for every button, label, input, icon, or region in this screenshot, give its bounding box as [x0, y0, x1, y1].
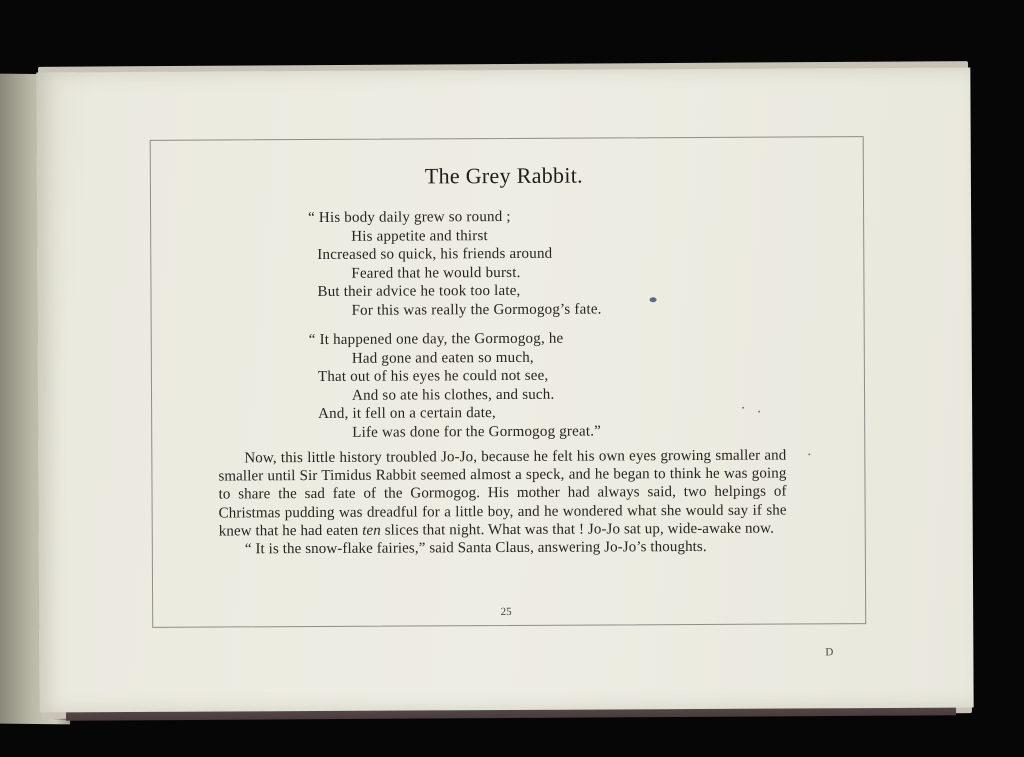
- poem-line: Had gone and eaten so much,: [351, 349, 534, 367]
- poem-line: But their advice he took too late,: [317, 283, 521, 301]
- prose-paragraph-2: “ It is the snow-flake fairies,” said Santa Claus, answering Jo-Jo’s thoughts.: [244, 538, 707, 558]
- poem-line: His appetite and thirst: [351, 227, 488, 245]
- prose-paragraph-1-part-b: slices that night. What was that ! Jo-Jo sat up, wide-awake now.: [380, 520, 775, 539]
- poem-stanza-2: [308, 329, 602, 442]
- signature-mark: D: [825, 646, 834, 659]
- paper-speck: [742, 407, 744, 409]
- page-number: 25: [500, 605, 512, 619]
- prose-text: [218, 447, 787, 559]
- poem-line: That out of his eyes he could not see,: [317, 367, 549, 386]
- poem-line: “ His body daily grew so round ;: [308, 208, 511, 227]
- prose-paragraph-1: [218, 447, 786, 541]
- poem-line: Increased so quick, his friends around: [317, 245, 553, 264]
- paper-speck: [808, 453, 810, 455]
- poem-stanza-1: [308, 207, 602, 320]
- prose-italic-word: ten: [362, 522, 381, 539]
- poem-line: “ It happened one day, the Gormogog, he: [308, 330, 564, 349]
- chapter-title: The Grey Rabbit.: [424, 162, 584, 189]
- poem-line: Life was done for the Gormogog great.”: [352, 423, 602, 441]
- poem-line: And so ate his clothes, and such.: [351, 386, 555, 404]
- ink-spot: [650, 297, 657, 302]
- poem-line: For this was really the Gormogog’s fate.: [351, 301, 602, 319]
- book-page: [36, 68, 973, 713]
- prose-paragraph-1-part-a: Now, this little history troubled Jo-Jo, because he felt his own eyes growing smaller and smaller until Sir Timidus Rabbit seemed almost a speck, and he began to think he was going to share the sad fate of the Gormogog. His mother had always said, two helpings of Christmas pudding was dreadful for a little boy, and he wondered what she would say if she knew that he had eaten: [218, 447, 787, 540]
- poem-line: Feared that he would burst.: [351, 264, 521, 282]
- poem-line: And, it fell on a certain date,: [318, 405, 496, 423]
- paper-speck: [758, 411, 760, 413]
